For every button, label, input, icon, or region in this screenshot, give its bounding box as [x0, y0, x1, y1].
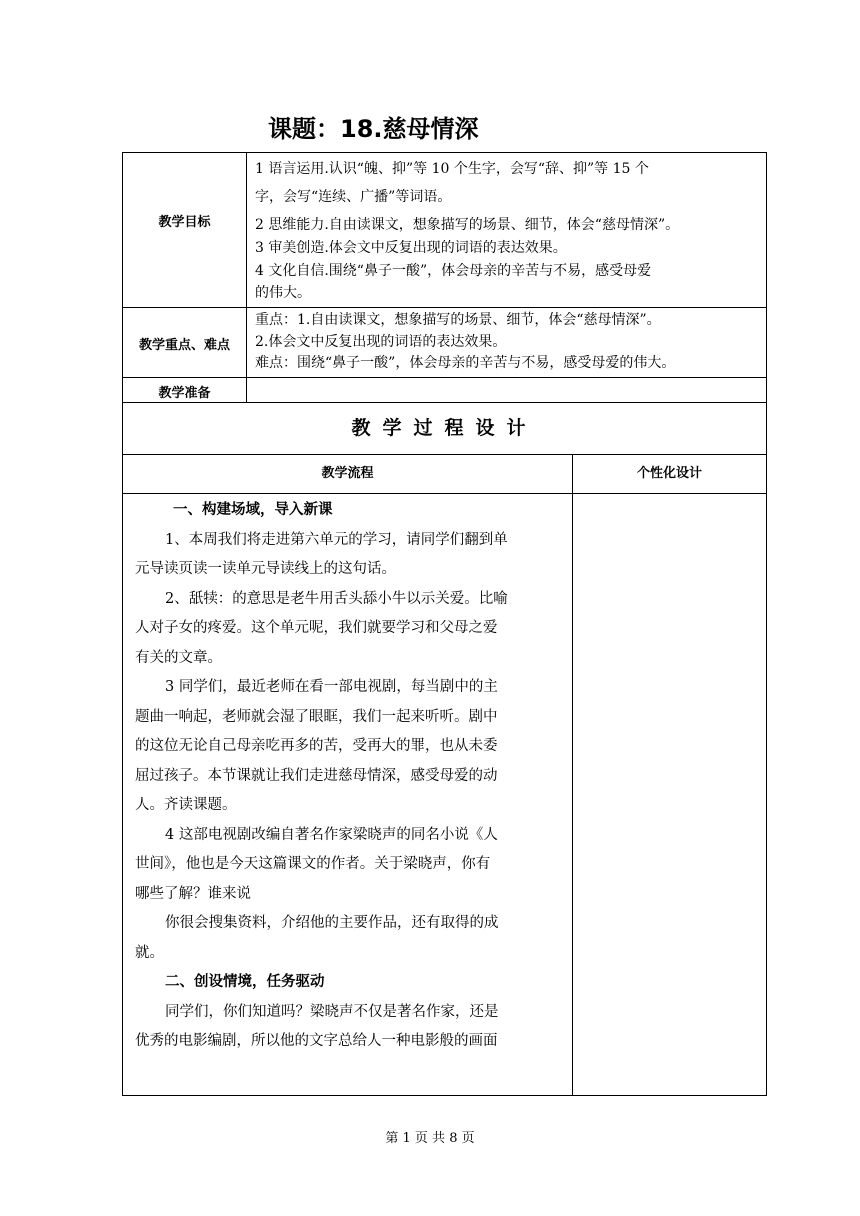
objective-line: 字，会写“连续、广播”等词语。 — [255, 189, 452, 205]
lesson-plan-table — [122, 152, 767, 1096]
flow-line: 元导读页读一读单元导读线上的这句话。 — [135, 561, 396, 577]
flow-line: 4 这部电视剧改编自著名作家梁晓声的同名小说《人 — [165, 826, 498, 843]
objective-line: 的伟大。 — [255, 285, 311, 301]
flow-line: 你很会搜集资料，介绍他的主要作品，还有取得的成 — [165, 915, 499, 931]
flow-line: 屈过孩子。本节课就让我们走进慈母情深，感受母爱的动 — [135, 767, 498, 784]
flow-line: 世间》，他也是今天这篇课文的作者。关于梁晓声，你有 — [135, 856, 491, 872]
keypoint-line: 2.体会文中反复出现的词语的表达效果。 — [255, 334, 507, 350]
row-divider — [123, 307, 766, 308]
flow-line: 人对子女的疼爱。这个单元呢，我们就要学习和父母之爱 — [135, 620, 498, 636]
keypoints-label: 教学重点、难点 — [138, 338, 230, 353]
section-heading: 二、创设情境，任务驱动 — [165, 974, 325, 990]
flow-line: 人。齐读课题。 — [135, 797, 237, 813]
flow-line: 同学们，你们知道吗？梁晓声不仅是著名作家，还是 — [165, 1003, 499, 1020]
keypoint-line: 难点：围绕“鼻子一酸”，体会母亲的辛苦与不易，感受母爱的伟大。 — [255, 355, 676, 371]
objectives-text — [255, 155, 679, 303]
keypoints-text — [255, 309, 675, 375]
flow-line: 1、本周我们将走进第六单元的学习，请同学们翻到单 — [165, 531, 508, 548]
section-heading: 一、构建场域，导入新课 — [173, 502, 333, 518]
objective-line: 3 审美创造.体会文中反复出现的词语的表达效果。 — [255, 240, 567, 256]
column-divider — [246, 153, 247, 402]
flow-line: 哪些了解？谁来说 — [135, 885, 251, 902]
objective-line: 1 语言运用.认识“魄、抑”等 10 个生字，会写“辞、抑”等 15 个 — [255, 161, 649, 177]
objectives-label: 教学目标 — [158, 215, 211, 230]
row-divider — [123, 377, 766, 378]
process-design-banner: 教学过程设计 — [351, 417, 538, 439]
flow-column-header: 教学流程 — [321, 466, 374, 481]
objective-line: 4 文化自信.围绕“鼻子一酸”，体会母亲的辛苦与不易，感受母爱 — [255, 263, 652, 279]
personal-column-header: 个性化设计 — [636, 466, 702, 481]
flow-line: 的这位无论自己母亲吃再多的苦，受再大的罪，也从未委 — [135, 738, 498, 754]
flow-line: 优秀的电影编剧，所以他的文字总给人一种电影般的画面 — [135, 1033, 498, 1049]
column-divider — [572, 454, 573, 1095]
row-divider — [123, 493, 766, 494]
page-title: 课题：18.慈母情深 — [268, 115, 479, 143]
flow-line: 2、舐犊：的意思是老牛用舌头舔小牛以示关爱。比喻 — [165, 590, 508, 607]
objective-line: 2 思维能力.自由读课文，想象描写的场景、细节，体会“慈母情深”。 — [255, 217, 680, 233]
teaching-flow-text — [135, 496, 565, 1057]
flow-line: 题曲一响起，老师就会湿了眼眶，我们一起来听听。剧中 — [135, 708, 498, 725]
flow-line: 就。 — [135, 944, 164, 961]
keypoint-line: 重点：1.自由读课文，想象描写的场景、细节，体会“慈母情深”。 — [255, 312, 661, 328]
flow-line: 有关的文章。 — [135, 649, 222, 666]
prep-label: 教学准备 — [158, 386, 211, 401]
page-footer: 第 1 页 共 8 页 — [385, 1131, 475, 1146]
flow-line: 3 同学们，最近老师在看一部电视剧，每当剧中的主 — [165, 679, 498, 695]
